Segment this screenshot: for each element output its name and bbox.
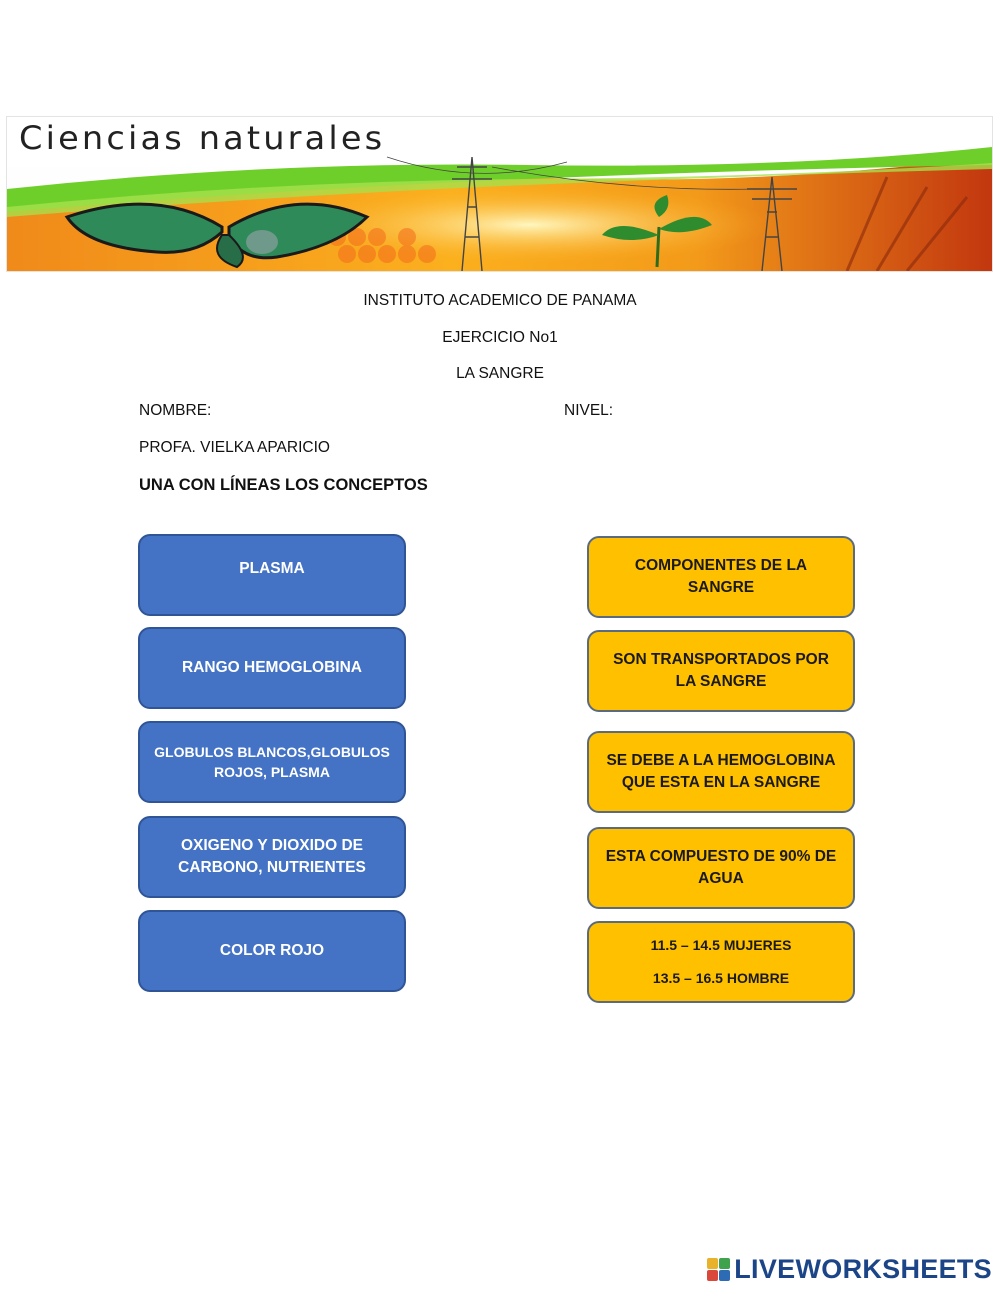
- banner-image: [6, 116, 993, 272]
- concept-label: RANGO HEMOGLOBINA: [182, 658, 362, 676]
- definition-label: SON TRANSPORTADOS POR LA SANGRE: [613, 650, 829, 690]
- definition-label: COMPONENTES DE LA SANGRE: [634, 556, 808, 596]
- concept-box-oxigeno[interactable]: [138, 816, 406, 898]
- liveworksheets-brand-text: LIVEWORKSHEETS: [734, 1254, 992, 1284]
- topic-title: LA SANGRE: [456, 365, 544, 382]
- level-label: NIVEL:: [564, 402, 614, 419]
- definition-line-mujeres: 11.5 – 14.5 MUJERES: [650, 937, 792, 954]
- exercise-number: EJERCICIO No1: [442, 329, 558, 346]
- definition-line-hombre: 13.5 – 16.5 HOMBRE: [652, 970, 790, 986]
- name-label: NOMBRE:: [139, 402, 212, 419]
- concept-label: PLASMA: [239, 560, 305, 577]
- concept-label: OXIGENO Y DIOXIDO DE CARBONO, NUTRIENTES: [178, 836, 366, 876]
- concept-label: GLOBULOS BLANCOS,GLOBULOS ROJOS, PLASMA: [154, 743, 390, 780]
- banner-title: Ciencias naturales: [19, 119, 386, 157]
- definition-box-rangos[interactable]: [587, 921, 855, 1003]
- definition-box-agua[interactable]: [587, 827, 855, 909]
- concept-box-globulos[interactable]: [138, 721, 406, 803]
- concept-box-color-rojo[interactable]: [138, 910, 406, 992]
- definition-box-hemoglobina[interactable]: [587, 731, 855, 813]
- instructions: UNA CON LÍNEAS LOS CONCEPTOS: [139, 476, 428, 494]
- concept-label: COLOR ROJO: [219, 941, 325, 959]
- definition-label: ESTA COMPUESTO DE 90% DE AGUA: [605, 847, 837, 887]
- concept-box-plasma[interactable]: [138, 534, 406, 616]
- institute-name: INSTITUTO ACADEMICO DE PANAMA: [363, 292, 637, 309]
- teacher-name: PROFA. VIELKA APARICIO: [139, 439, 330, 456]
- definition-label: SE DEBE A LA HEMOGLOBINA QUE ESTA EN LA SANGRE: [606, 751, 836, 791]
- liveworksheets-logo-icon: [707, 1258, 730, 1281]
- liveworksheets-logo: [707, 1254, 992, 1285]
- concept-box-rango-hemoglobina[interactable]: [138, 627, 406, 709]
- definition-box-componentes[interactable]: [587, 536, 855, 618]
- definition-box-transportados[interactable]: [587, 630, 855, 712]
